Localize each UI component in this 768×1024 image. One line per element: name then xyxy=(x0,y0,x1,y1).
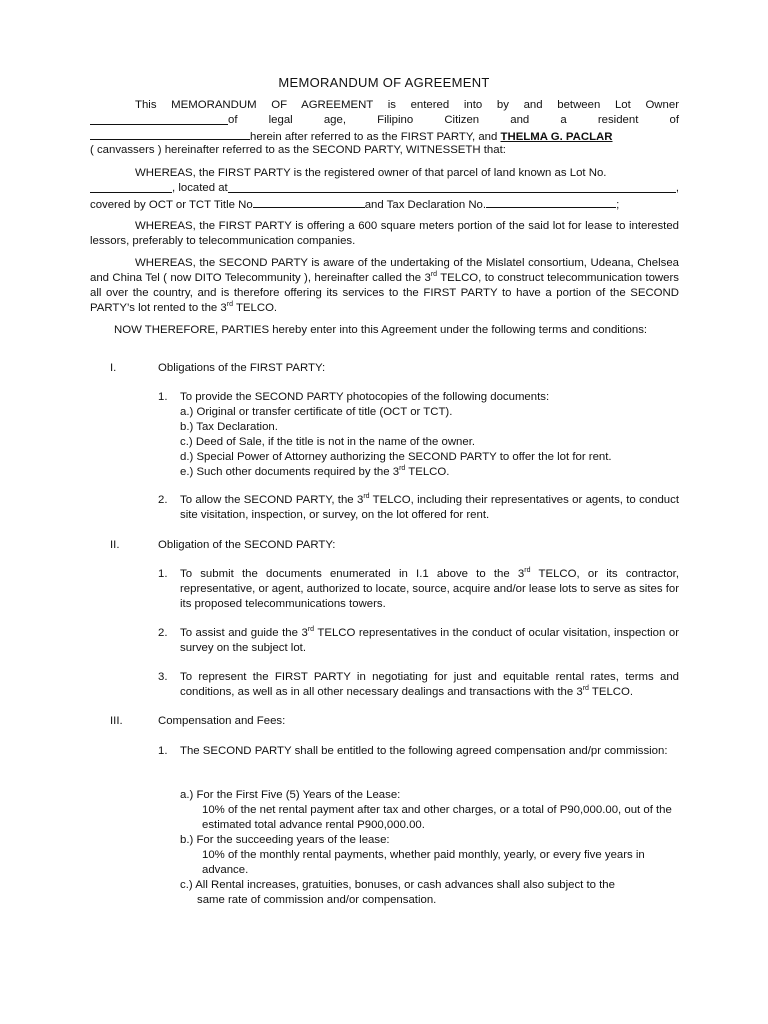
document-title: MEMORANDUM OF AGREEMENT xyxy=(278,75,490,90)
section-3-item-1-number: 1. xyxy=(158,745,168,757)
intro-line-4: ( canvassers ) hereinafter referred to as the SECOND PARTY, WITNESSETH that: xyxy=(90,144,506,156)
section-1-number: I. xyxy=(110,362,117,374)
item-text-a: To submit the documents enumerated in I.1 above to the 3 xyxy=(180,568,525,580)
compensation-a-text: 10% of the net rental payment after tax and other charges, or a total of P90,000.00, out of the estimated total advance rental P900,000.00. xyxy=(202,804,672,831)
intro-herein-after: herein after referred to as the FIRST PARTY, and xyxy=(250,131,498,143)
item-text-b: TELCO representatives in the conduct of ocular visitation, inspection or survey on the subject lot. xyxy=(180,627,679,654)
document-sub-item: a.) Original or transfer certificate of title (OCT or TCT). xyxy=(180,406,453,418)
compensation-b-label: b.) For the succeeding years of the lease: xyxy=(180,834,390,846)
item-text-a: To represent the FIRST PARTY in negotiating for just and equitable rental rates, terms and conditions, as well as in all other necessary dealings and transactions with the 3 xyxy=(180,671,679,698)
item-text-b: TELCO, or its contractor, representative, or agent, authorized to locate, source, acquire and/or lease lots to serve as sites for its proposed telecommunications towers. xyxy=(180,568,679,610)
section-2-heading xyxy=(110,538,670,553)
now-therefore-paragraph: NOW THEREFORE, PARTIES hereby enter into this Agreement under the following terms and conditions: xyxy=(114,324,648,336)
section-3-number: III. xyxy=(110,715,123,727)
section-2-item-3 xyxy=(158,670,679,700)
section-3-title: Compensation and Fees: xyxy=(158,715,286,727)
whereas-2-paragraph: WHEREAS, the FIRST PARTY is offering a 600 square meters portion of the said lot for lease to interested lessors, preferably to telecommunication companies. xyxy=(90,220,679,247)
whereas-1-line-3 xyxy=(90,196,679,213)
sub-e-text-b: TELCO. xyxy=(405,466,450,478)
location-blank xyxy=(228,181,676,193)
section-2-number: II. xyxy=(110,539,120,551)
whereas-3-text-b: TELCO, to construct telecommunication towers all over the country, and is therefore offering its services to the FIRST PARTY to have a portion of the SECOND PARTY’s lot rented to the 3 xyxy=(90,272,679,314)
intro-line-2 xyxy=(90,113,679,128)
document-sub-item-e xyxy=(180,465,679,480)
intro-of-legal-age: of legal age, Filipino Citizen and a resident of xyxy=(228,114,679,126)
document-sub-item: c.) Deed of Sale, if the title is not in the name of the owner. xyxy=(180,436,476,448)
ordinal-suffix: rd xyxy=(226,301,233,309)
item-text-a: To allow the SECOND PARTY, the 3 xyxy=(180,494,364,506)
section-3-heading xyxy=(110,714,670,729)
whereas-1-line-2 xyxy=(90,181,679,196)
whereas-3-text-a: WHEREAS, the SECOND PARTY is aware of the undertaking of the Mislatel consortium, Udeana, Chelsea and China Tel ( now DITO Telecommunity ), hereinafter called the 3 xyxy=(90,257,679,284)
section-1-heading xyxy=(110,361,670,376)
title-no-blank xyxy=(253,196,365,208)
section-2-title: Obligation of the SECOND PARTY: xyxy=(158,539,336,551)
intro-line-1: This MEMORANDUM OF AGREEMENT is entered into by and between Lot Owner xyxy=(135,99,679,111)
ordinal-suffix: rd xyxy=(524,567,531,575)
document-sub-item: b.) Tax Declaration. xyxy=(180,421,278,433)
compensation-b-text: 10% of the monthly rental payments, whether paid monthly, yearly, or every five years in advance. xyxy=(202,849,645,876)
ordinal-suffix: rd xyxy=(430,271,438,279)
section-1-item-2-number: 2. xyxy=(158,494,168,506)
ordinal-suffix: rd xyxy=(363,493,370,501)
ordinal-suffix: rd xyxy=(307,626,315,634)
whereas-1-line-1: WHEREAS, the FIRST PARTY is the registered owner of that parcel of land known as Lot No. xyxy=(135,167,607,179)
compensation-c-cont: same rate of commission and/or compensation. xyxy=(197,894,437,906)
item-text-b: TELCO, including their representatives or agents, to conduct site visitation, inspection, or survey, on the lot offered for rent. xyxy=(180,494,679,521)
second-party-name: THELMA G. PACLAR xyxy=(500,131,613,143)
section-2-item-2-number: 2. xyxy=(158,627,168,639)
compensation-list xyxy=(180,788,679,908)
located-comma: , xyxy=(675,182,679,194)
ordinal-suffix: rd xyxy=(582,685,589,693)
lot-owner-blank xyxy=(90,113,228,125)
section-1-item-1-text: To provide the SECOND PARTY photocopies of the following documents: xyxy=(180,391,550,403)
section-1-title: Obligations of the FIRST PARTY: xyxy=(158,362,326,374)
sub-e-text-a: e.) Such other documents required by the 3 xyxy=(180,466,400,478)
section-2-item-2 xyxy=(158,626,679,656)
section-1-item-1 xyxy=(158,390,679,480)
whereas-3-text-c: TELCO. xyxy=(233,302,278,314)
item-text-b: TELCO. xyxy=(588,686,634,698)
item-text-a: To assist and guide the 3 xyxy=(180,627,308,639)
section-1-item-1-number: 1. xyxy=(158,391,168,403)
compensation-c-label: c.) All Rental increases, gratuities, bonuses, or cash advances shall also subject to the xyxy=(180,879,615,891)
ordinal-suffix: rd xyxy=(399,465,406,473)
section-1-item-2 xyxy=(158,493,679,523)
compensation-a-label: a.) For the First Five (5) Years of the Lease: xyxy=(180,789,401,801)
section-2-item-3-number: 3. xyxy=(158,671,168,683)
whereas-3-paragraph xyxy=(90,256,679,316)
tax-declaration-label: and Tax Declaration No. xyxy=(364,199,487,211)
whereas-1-semicolon: ; xyxy=(616,199,620,211)
covered-by-label: covered by OCT or TCT Title No xyxy=(90,199,253,211)
tax-declaration-blank xyxy=(486,196,616,208)
section-3-item-1 xyxy=(158,744,679,759)
document-sub-item: d.) Special Power of Attorney authorizing the SECOND PARTY to offer the lot for rent. xyxy=(180,451,612,463)
located-at-label: , located at xyxy=(172,182,228,194)
section-2-item-1-number: 1. xyxy=(158,568,168,580)
lot-no-blank xyxy=(90,181,172,193)
residence-blank xyxy=(90,128,250,140)
section-2-item-1 xyxy=(158,567,679,612)
section-3-item-1-text: The SECOND PARTY shall be entitled to the following agreed compensation and/pr commission: xyxy=(180,745,668,757)
